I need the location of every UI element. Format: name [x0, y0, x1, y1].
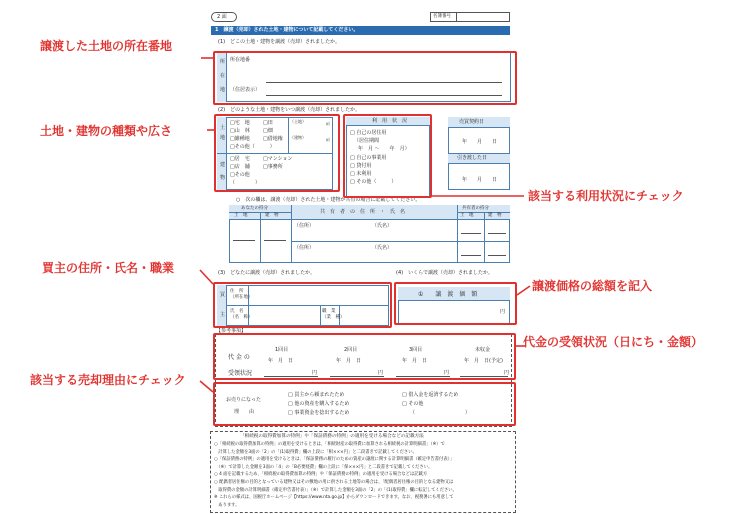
- question-1: (1) どこの土地・建物を譲渡（売却）されましたか。: [218, 39, 341, 45]
- payment-3-date[interactable]: 年 月 日: [402, 358, 428, 364]
- price-header: ① 譲 渡 価 額: [418, 291, 478, 298]
- contract-date-header: 売買契約日: [459, 119, 485, 125]
- note-line: （※）で計算した金額を3面の「4」の「B必要経費」欄の上段に「保×××円」と二段書きで記載してください。: [214, 464, 433, 470]
- question-4: (4) いくらで譲渡（売却）されましたか。: [396, 270, 494, 276]
- highlight-location: [213, 51, 517, 105]
- reason-option[interactable]: □ その他: [402, 401, 424, 407]
- note-line: ○「相続税の取得費加算の特例」の適用を受けるときは、「相続財産の取得費に加算される相続税の計算明細書」（※）で: [214, 442, 445, 447]
- name-no-label: 名簿番号: [433, 14, 451, 19]
- building-item[interactable]: □居 宅: [230, 156, 250, 162]
- building-item[interactable]: □事務所: [263, 164, 283, 170]
- highlight-reason: [213, 382, 516, 426]
- payment-1-label: 1回目: [275, 347, 289, 353]
- usage-item[interactable]: □ 未利用: [350, 171, 372, 177]
- land-item[interactable]: □その他（ ）: [230, 144, 275, 150]
- highlight-payment: [213, 333, 516, 380]
- reason-other-field[interactable]: （ ）: [410, 410, 471, 416]
- payment-3-label: 3回目: [409, 347, 423, 353]
- usage-item[interactable]: □ 貸付用: [350, 163, 372, 169]
- reason-option[interactable]: □ 借入金を返済するため: [402, 392, 459, 398]
- callout-land-location: 譲渡した土地の所在番地: [40, 39, 173, 53]
- highlight-usage: [343, 114, 432, 198]
- payment-2-label: 2回目: [344, 347, 358, 353]
- land-item[interactable]: □田: [263, 120, 273, 126]
- note-line: 取得費の金額の計算明細書（確定申告書付表）」（※）で計算した金額を3面の「2」の「(1)取得費」欄に転記してください。: [214, 487, 457, 493]
- callout-kind-area: 土地・建物の種類や広さ: [40, 124, 173, 138]
- building-item[interactable]: □その他: [230, 172, 250, 178]
- highlight-price: [394, 282, 517, 325]
- buyer-name-label: 氏 名 （名 称）: [230, 309, 253, 320]
- callout-buyer-info: 買主の住所・氏名・職業: [42, 261, 175, 275]
- contract-date[interactable]: 年 月 日: [462, 139, 498, 145]
- callout-payment-status: 代金の受領状況（日にち・金額）: [523, 335, 704, 349]
- payment-unpaid-label: 未収金: [475, 347, 491, 353]
- tax-form-page: 2 面 名簿番号 1 譲渡（売却）された土地・建物について記載してください。 (1) どこの土地・建物を譲渡（売却）されましたか。 所 在 地 所在地番 （住居表示） (2) どのような土地・建物をいつ譲渡（売却）されましたか。 土 地 建 物 □宅 地 □田 □山 林 □畑 □雑種地 □借地権 □その他（ ） （土地） ㎡ （建物） ㎡ □居 宅 □マンション □店 舗 □事務所 □その他 （ ） 利 用 状 況 □ 自己の居住用 （居住期間 年 月 〜 年 月） □ 自己の事業用 □ 貸付用 □ 未利用 □ その他（ ） 売買契約日 年 月 日 引き渡した日 年 月 日 ○ 次の欄は、譲渡（売却）された土地・建物が共有の場合に記載してください。 あなたの持分 土 地 建 物 共 有 者 の 住 所 ・ 氏 名 共有者の持分 土 地 建 物 （住所） （氏名） （住所） （氏名） (3) どなたに譲渡（売却）されましたか。 (4) いくらで譲渡（売却）されましたか。 買 主 住 所 （所在地） 氏 名 （名 称） 職 業 （業 種） ① 譲 渡 価 額 円 【参考事項】 代 金 の 受領状況 1回目 2回目 3回目 未収金 年 月 日 年 月 日 年 月 日 年 月 日(予定) 円 円 円 円 お売りになった 理 由 □ 買主から頼まれたため □ 他の資産を購入するため □ 事業資金を捻出するため □ 借入金を返済するため □ その他 （ ） 「相続税の取得費加算の特例」や「保証債務の特例」の適用を受ける場合などの記載方法 ○「相続税の取得費加算の特例」の適用を受けるときは、「相続財産の取得費に加算される相続税の計算明細書」（※）で 計算した金額を3面の「2」の「(1)取得費」欄の上段に「相×××円」と二段書きで記載してください。 ○「保証債務の特例」の適用を受けるときは、「保証債務の履行のための資産の譲渡に関する計算明細書（確定申告書付表）」 （※）で計算した金額を3面の「4」の「B必要経費」欄の上段に「保×××円」と二段書きで記載してください。 ○ 4 面を記載するため、「相続税の取得費加算の特例」や「保証債務の特例」の適用を受ける場合などは記載方 ○ 配偶者居住権の目的となっている建物又はその敷地の用に供される土地等の場合は、「配偶者居住権の目的となる建物又は 取得費の金額の計算明細書（確定申告書付表）」（※）で計算した金額を3面の「2」の「(1)取得費」欄に転記してください。 ※ これらの様式は、国税庁ホームページ【https://www.nta.go.jp】からダウンロードできます。なお、税務署にも用意して あります。: [208, 6, 520, 514]
- reason-option[interactable]: □ 他の資産を購入するため: [288, 401, 350, 407]
- callout-reason-check: 該当する売却理由にチェック: [30, 373, 186, 387]
- usage-item[interactable]: □ 自己の事業用: [350, 155, 387, 161]
- note-line: ○ 配偶者居住権の目的となっている建物又はその敷地の用に供される土地等の場合は、「配偶者居住権の目的となる建物又は: [214, 480, 454, 485]
- note-line: あります。: [214, 502, 240, 508]
- usage-item[interactable]: □ その他（ ）: [350, 179, 397, 185]
- building-item[interactable]: □マンション: [263, 156, 293, 162]
- payment-2-date[interactable]: 年 月 日: [336, 358, 362, 364]
- section-title: 1 譲渡（売却）された土地・建物について記載してください。: [215, 27, 359, 33]
- note-line: ※ これらの様式は、国税庁ホームページ【https://www.nta.go.jp】からダウンロードできます。なお、税務署にも用意して: [214, 495, 454, 501]
- building-item[interactable]: □店 舗: [230, 164, 250, 170]
- land-item[interactable]: □雑種地: [230, 136, 250, 142]
- address-label: 所在地番: [230, 57, 251, 63]
- usage-header: 利 用 状 況: [372, 118, 408, 124]
- residence-label: （住居表示）: [230, 87, 261, 93]
- callout-total-price: 譲渡価格の総額を記入: [532, 279, 653, 293]
- land-item[interactable]: □畑: [263, 128, 273, 134]
- question-2: (2) どのような土地・建物をいつ譲渡（売却）されましたか。: [218, 107, 361, 113]
- note-line: 計算した金額を3面の「2」の「(1)取得費」欄の上段に「相×××円」と二段書きで記載してください。: [214, 449, 417, 455]
- buyer-address-label: 住 所 （所在地）: [230, 289, 253, 300]
- reason-option[interactable]: □ 事業資金を捻出するため: [288, 410, 350, 416]
- notes-title: 「相続税の取得費加算の特例」や「保証債務の特例」の適用を受ける場合などの記載方法: [240, 434, 424, 439]
- coowner-note: ○ 次の欄は、譲渡（売却）された土地・建物が共有の場合に記載してください。: [236, 197, 421, 203]
- reason-label: お売りになった: [226, 397, 262, 403]
- reason-option[interactable]: □ 買主から頼まれたため: [288, 392, 345, 398]
- ref-label: 【参考事項】: [216, 328, 247, 334]
- page-label: 2 面: [217, 14, 227, 20]
- note-line: ○「保証債務の特例」の適用を受けるときは、「保証債務の履行のための資産の譲渡に関する計算明細書（確定申告書付表）」: [214, 457, 455, 463]
- land-item[interactable]: □山 林: [230, 128, 250, 134]
- usage-item[interactable]: □ 自己の居住用: [350, 130, 387, 136]
- callout-usage-check: 該当する利用状況にチェック: [528, 189, 684, 203]
- payment-1-date[interactable]: 年 月 日: [268, 358, 294, 364]
- land-item[interactable]: □宅 地: [230, 120, 250, 126]
- handover-date[interactable]: 年 月 日: [462, 177, 498, 183]
- handover-date-header: 引き渡した日: [457, 155, 488, 161]
- note-line: ○ 4 面を記載するため、「相続税の取得費加算の特例」や「保証債務の特例」の適用を受ける場合などは記載方: [214, 472, 428, 478]
- highlight-buyer: [213, 282, 392, 328]
- question-3: (3) どなたに譲渡（売却）されましたか。: [218, 270, 316, 276]
- highlight-kind: [214, 114, 340, 192]
- payment-unpaid-date[interactable]: 年 月 日(予定): [464, 358, 503, 364]
- land-item[interactable]: □借地権: [263, 136, 283, 142]
- building-item: （ ）: [230, 180, 261, 186]
- buyer-job-label: 職 業 （業 種）: [322, 309, 345, 320]
